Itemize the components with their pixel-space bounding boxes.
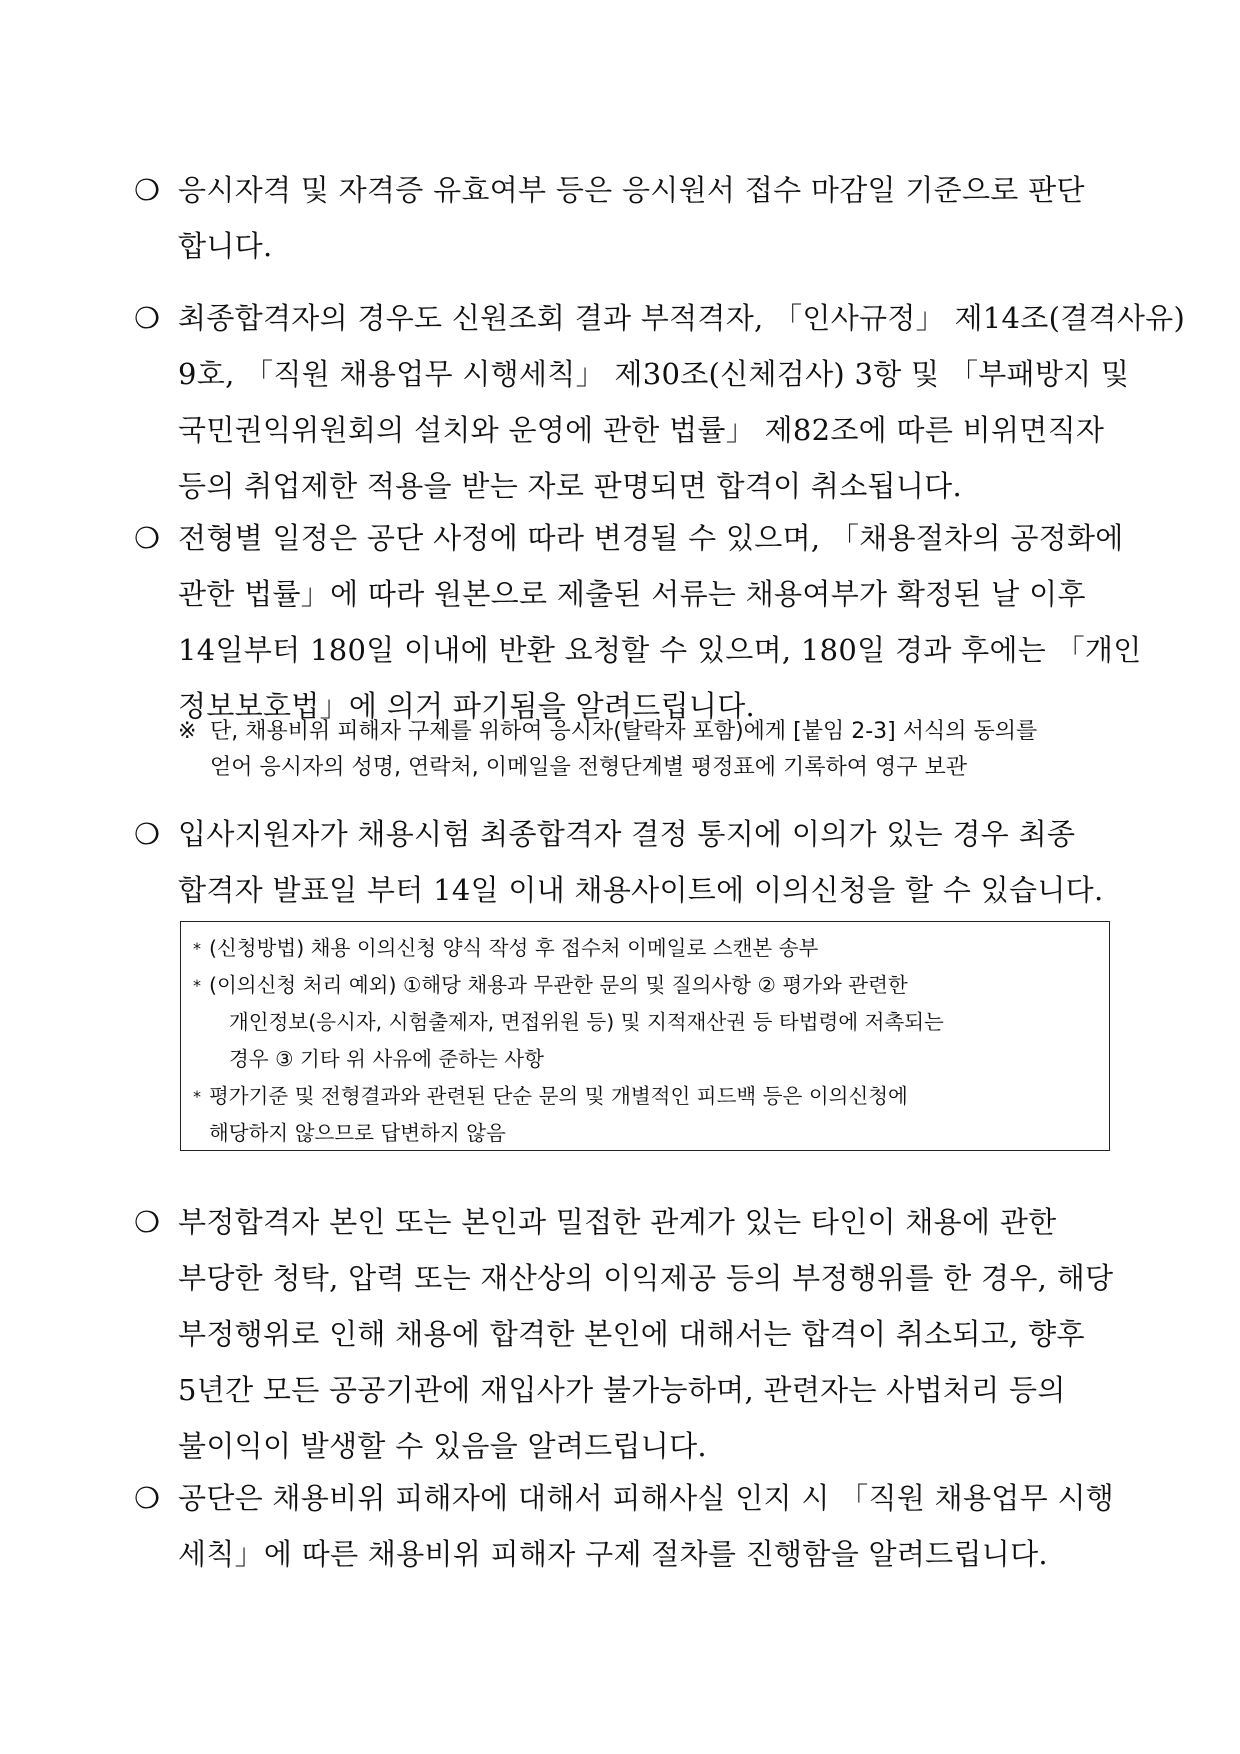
paragraph-text	[178, 1194, 1114, 1474]
text-line: 공단은 채용비위 피해자에 대해서 피해사실 인지 시 「직원 채용업무 시행	[178, 1481, 1115, 1515]
paragraph-fraud	[134, 1194, 1114, 1474]
circle-bullet-icon: ❍	[134, 817, 160, 851]
paragraph-eligibility	[134, 162, 1114, 274]
box-line: 경우 ③ 기타 위 사유에 준하는 사항	[229, 1047, 544, 1071]
text-line: 9호, 「직원 채용업무 시행세칙」 제30조(신체검사) 3항 및 「부패방지 및	[178, 357, 1130, 391]
box-line: 평가기준 및 전형결과와 관련된 단순 문의 및 개별적인 피드백 등은 이의신청에	[209, 1084, 908, 1108]
paragraph-victim-remedy	[134, 1470, 1114, 1582]
text-line: 부정행위로 인해 채용에 합격한 본인에 대해서는 합격이 취소되고, 향후	[178, 1317, 1085, 1351]
text-line: 5년간 모든 공공기관에 재입사가 불가능하며, 관련자는 사법처리 등의	[178, 1373, 1066, 1407]
paragraph-text	[178, 162, 1114, 274]
circle-bullet-icon: ❍	[134, 173, 160, 207]
asterisk-icon: *	[193, 1087, 201, 1106]
box-item-exceptions	[193, 967, 1097, 1078]
text-line: 최종합격자의 경우도 신원조회 결과 부적격자, 「인사규정」 제14조(결격사유)	[178, 301, 1186, 335]
text-line: 세칙」에 따른 채용비위 피해자 구제 절차를 진행함을 알려드립니다.	[178, 1537, 1048, 1571]
text-line: 입사지원자가 채용시험 최종합격자 결정 통지에 이의가 있는 경우 최종	[178, 817, 1076, 851]
box-item-not-applicable	[193, 1078, 1097, 1152]
text-line: 등의 취업제한 적용을 받는 자로 판명되면 합격이 취소됩니다.	[178, 469, 962, 503]
circle-bullet-icon: ❍	[134, 1481, 160, 1515]
text-line: 응시자격 및 자격증 유효여부 등은 응시원서 접수 마감일 기준으로 판단	[178, 173, 1085, 207]
text-line: 부당한 청탁, 압력 또는 재산상의 이익제공 등의 부정행위를 한 경우, 해당	[178, 1261, 1114, 1295]
text-line: 전형별 일정은 공단 사정에 따라 변경될 수 있으며, 「채용절차의 공정화에	[178, 521, 1124, 555]
paragraph-schedule-documents	[134, 510, 1142, 734]
reference-mark-icon: ※	[178, 719, 197, 744]
text-line: 합니다.	[178, 229, 273, 263]
circle-bullet-icon: ❍	[134, 521, 160, 555]
box-line: (신청방법) 채용 이의신청 양식 작성 후 접수처 이메일로 스캔본 송부	[209, 936, 819, 960]
box-line: 해당하지 않으므로 답변하지 않음	[209, 1121, 506, 1145]
text-line: 정보보호법」에 의거 파기됨을 알려드립니다.	[178, 689, 756, 723]
note-remedy-records	[178, 714, 1118, 786]
text-line: 관한 법률」에 따라 원본으로 제출된 서류는 채용여부가 확정된 날 이후	[178, 577, 1086, 611]
box-line: 개인정보(응시자, 시험출제자, 면접위원 등) 및 지적재산권 등 타법령에 저촉되는	[229, 1010, 944, 1034]
paragraph-text	[178, 510, 1142, 734]
note-line: 얻어 응시자의 성명, 연락처, 이메일을 전형단계별 평정표에 기록하여 영구 보관	[210, 755, 967, 780]
text-line: 부정합격자 본인 또는 본인과 밀접한 관계가 있는 타인이 채용에 관한	[178, 1205, 1057, 1239]
objection-details-box	[180, 921, 1110, 1151]
paragraph-text	[178, 1470, 1114, 1582]
paragraph-disqualification	[134, 290, 1186, 514]
box-line: (이의신청 처리 예외) ①해당 채용과 무관한 문의 및 질의사항 ② 평가와 관련한	[209, 973, 908, 997]
paragraph-text	[178, 290, 1186, 514]
text-line: 14일부터 180일 이내에 반환 요청할 수 있으며, 180일 경과 후에는 「개인	[178, 633, 1142, 667]
circle-bullet-icon: ❍	[134, 301, 160, 335]
paragraph-text	[178, 806, 1114, 918]
asterisk-icon: *	[193, 939, 201, 958]
text-line: 합격자 발표일 부터 14일 이내 채용사이트에 이의신청을 할 수 있습니다.	[178, 873, 1104, 907]
paragraph-objection	[134, 806, 1114, 918]
text-line: 불이익이 발생할 수 있음을 알려드립니다.	[178, 1429, 707, 1463]
note-line: 단, 채용비위 피해자 구제를 위하여 응시자(탈락자 포함)에게 [붙임 2-3] 서식의 동의를	[210, 719, 1038, 744]
box-item-method	[193, 930, 1097, 967]
asterisk-icon: *	[193, 976, 201, 995]
text-line: 국민권익위원회의 설치와 운영에 관한 법률」 제82조에 따른 비위면직자	[178, 413, 1105, 447]
circle-bullet-icon: ❍	[134, 1205, 160, 1239]
